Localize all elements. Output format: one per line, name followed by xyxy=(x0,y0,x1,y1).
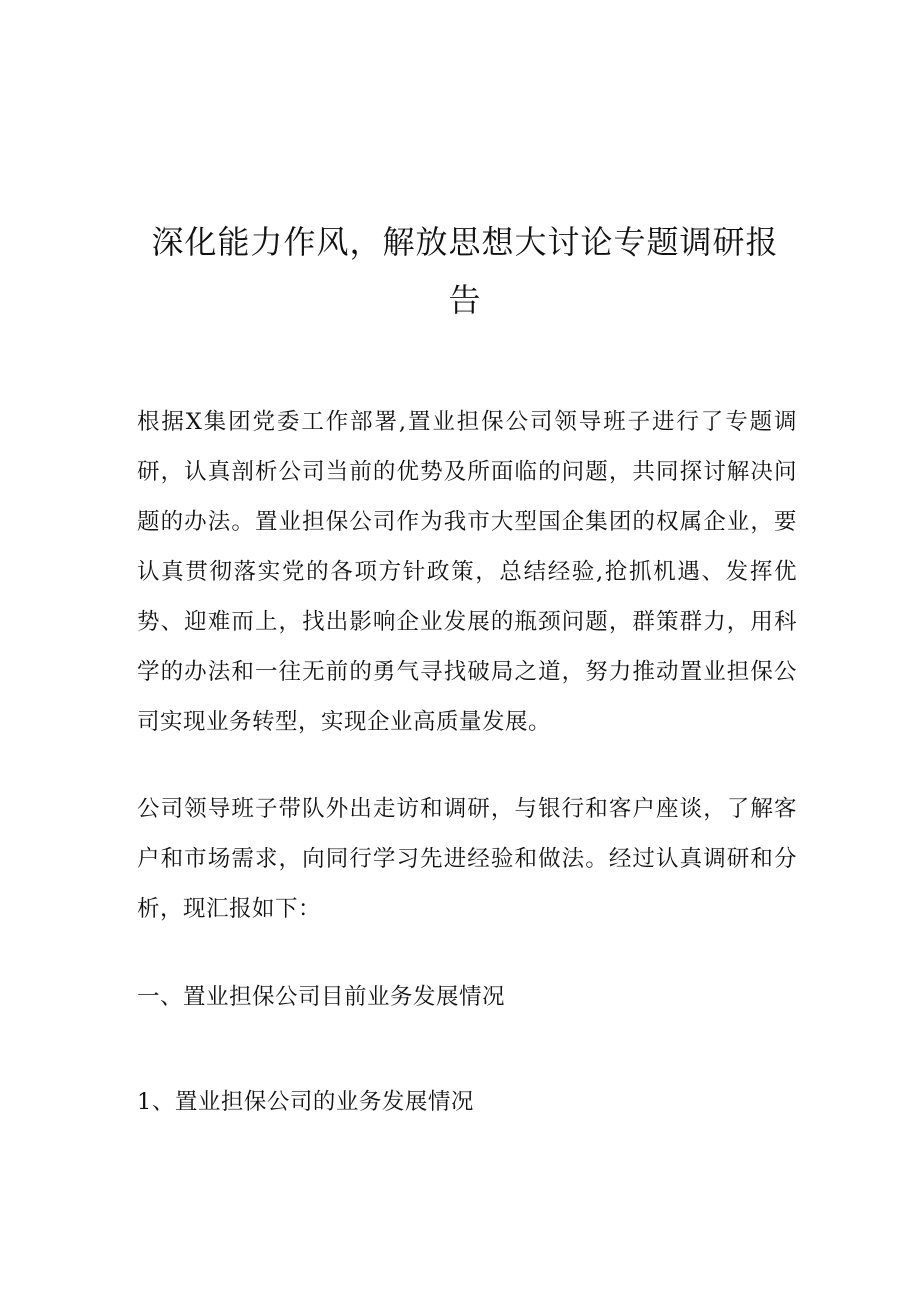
subsection-heading: 1、置业担保公司的业务发展情况 xyxy=(137,1089,474,1115)
section-heading: 一、置业担保公司目前业务发展情况 xyxy=(137,984,506,1010)
document-title: 深化能力作风，解放思想大讨论专题调研报告 xyxy=(151,223,779,319)
body-paragraph-2: 公司领导班子带队外出走访和调研，与银行和客户座谈，了解客户和市场需求，向同行学习先进经验和做法。经过认真调研和分析，现汇报如下： xyxy=(137,796,797,922)
body-paragraph-1: 根据X集团党委工作部署,置业担保公司领导班子进行了专题调研，认真剖析公司当前的优势及所面临的问题，共同探讨解决问题的办法。置业担保公司作为我市大型国企集团的权属企业，要认真贯彻落实党的各项方针政策，总结经验,抢抓机遇、发挥优势、迎难而上，找出影响企业发展的瓶颈问题，群策群力，用科学的办法和一往无前的勇气寻找破局之道，努力推动置业担保公司实现业务转型，实现企业高质量发展。 xyxy=(137,409,797,735)
